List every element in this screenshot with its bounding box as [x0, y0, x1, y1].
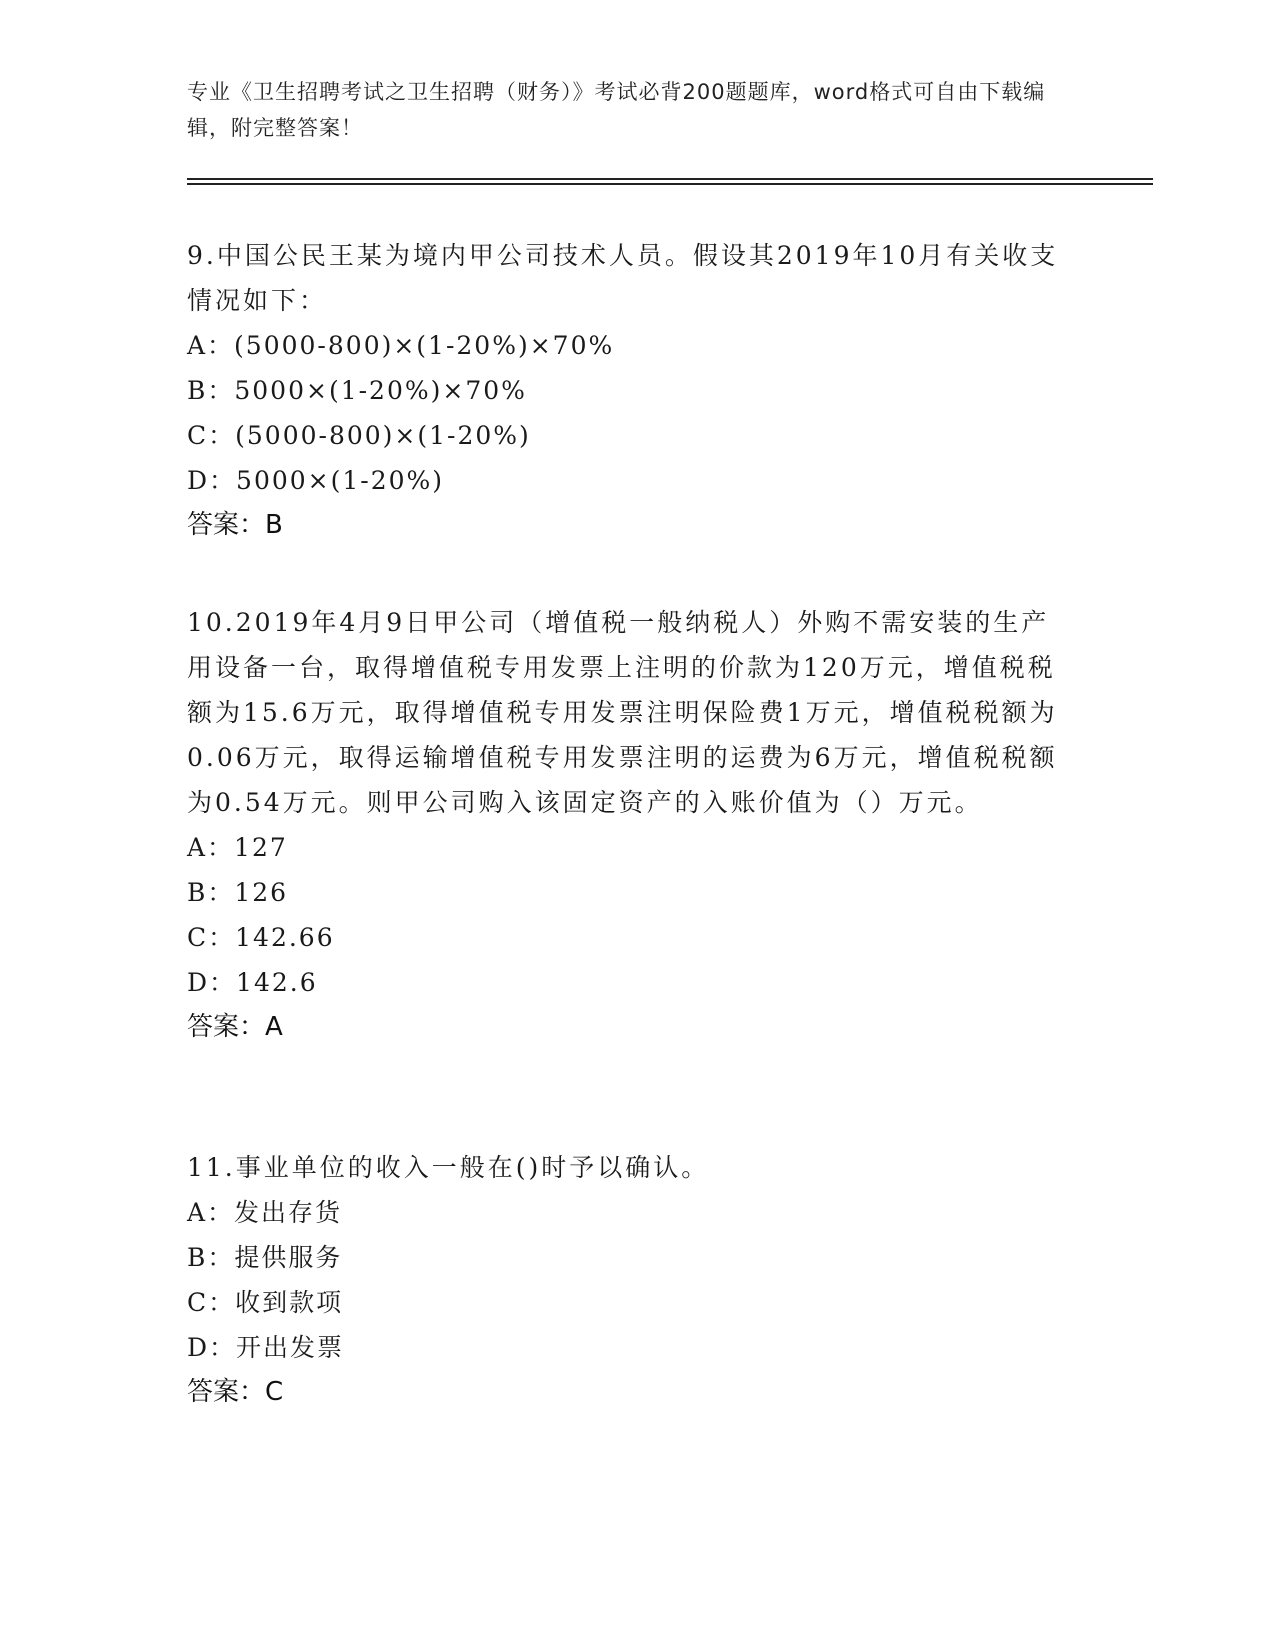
question-10 [187, 600, 1077, 1050]
option-a: A：(5000-800)×(1-20%)×70% [187, 331, 615, 360]
question-9 [187, 233, 1077, 548]
option-a: A：127 [187, 833, 288, 862]
option-b: B：提供服务 [187, 1243, 343, 1272]
question-text: 10.2019年4月9日甲公司（增值税一般纳税人）外购不需安装的生产用设备一台，取得增值税专用发票上注明的价款为120万元，增值税税额为15.6万元，取得增值税专用发票注明保险费1万元，增值税税额为0.06万元，取得运输增值税专用发票注明的运费为6万元，增值税税额为0.54万元。则甲公司购入该固定资产的入账价值为（）万元。 [187, 608, 1058, 817]
option-c: C：收到款项 [187, 1288, 344, 1317]
question-11 [187, 1145, 1077, 1415]
option-b: B：5000×(1-20%)×70% [187, 376, 527, 405]
option-b: B：126 [187, 878, 289, 907]
option-d: D：开出发票 [187, 1333, 345, 1362]
option-a: A：发出存货 [187, 1198, 343, 1227]
option-c: C：(5000-800)×(1-20%) [187, 421, 531, 450]
option-c: C：142.66 [187, 923, 335, 952]
option-d: D：142.6 [187, 968, 318, 997]
answer: 答案：A [187, 1012, 283, 1042]
question-text: 9.中国公民王某为境内甲公司技术人员。假设其2019年10月有关收支情况如下： [187, 241, 1059, 315]
answer: 答案：B [187, 510, 283, 540]
header-rule-top [187, 178, 1153, 180]
option-d: D：5000×(1-20%) [187, 466, 445, 495]
header-rule-bottom [187, 183, 1153, 185]
document-header: 专业《卫生招聘考试之卫生招聘（财务）》考试必背200题题库，word格式可自由下载编辑，附完整答案！ [187, 80, 1046, 140]
question-text: 11.事业单位的收入一般在()时予以确认。 [187, 1153, 710, 1182]
answer: 答案：C [187, 1377, 284, 1407]
